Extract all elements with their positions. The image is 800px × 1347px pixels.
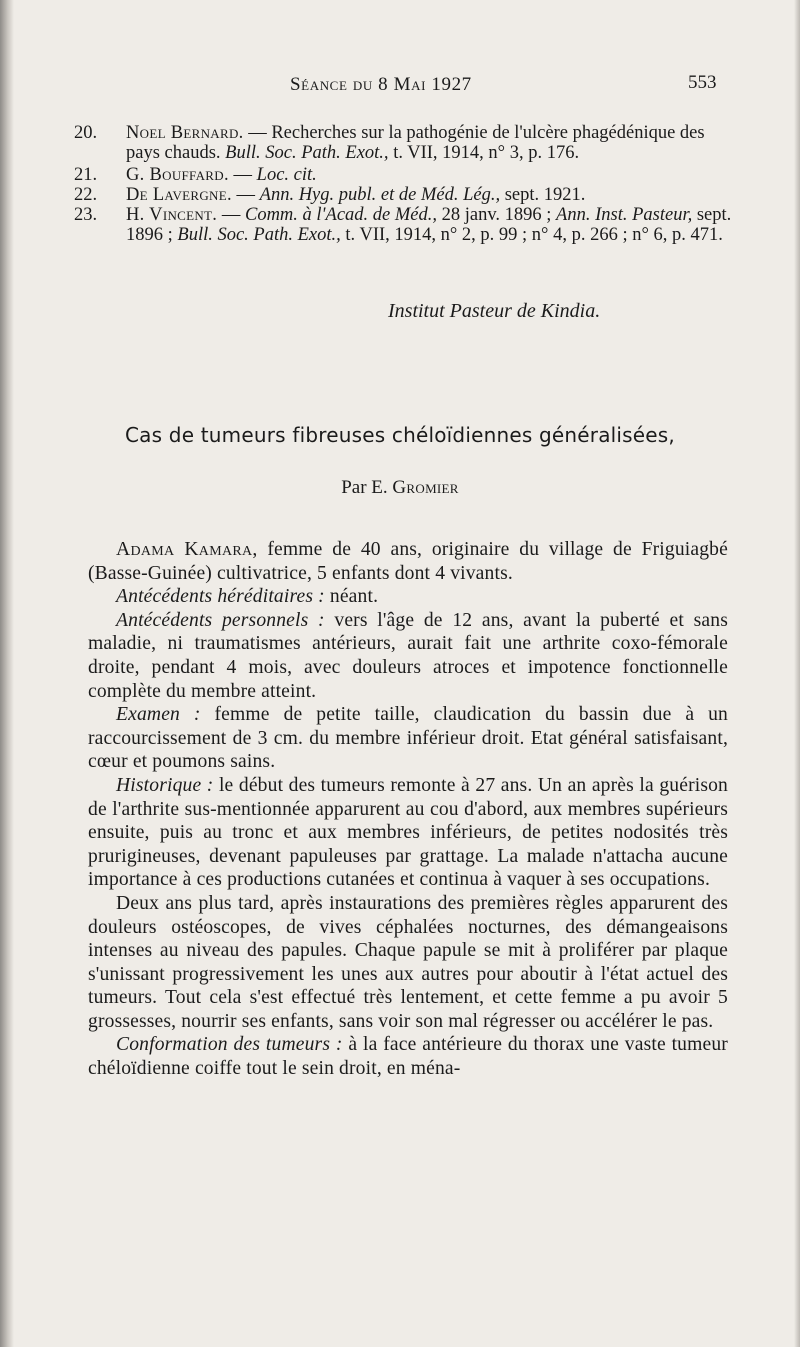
byline-author: Gromier <box>392 477 459 498</box>
page-edge-shadow <box>794 0 800 1347</box>
reference-author: G. Bouffard. <box>126 165 229 185</box>
reference-item <box>74 185 734 205</box>
reference-item <box>74 123 734 163</box>
reference-text: — Recherches sur la pathogénie de l'ulcère phagédénique des pays chauds. <box>126 123 705 163</box>
reference-author: De Lavergne. <box>126 185 232 205</box>
paragraph-text: femme de petite taille, claudication du bassin due à un raccourcissement de 3 cm. du membre inférieur droit. Etat général satisfaisant, cœur et poumons sains. <box>88 704 728 773</box>
reference-author: Noel Bernard. <box>126 123 244 143</box>
reference-text: — <box>217 205 245 225</box>
reference-item <box>74 165 734 185</box>
reference-journal: Bull. Soc. Path. Exot., <box>177 225 341 245</box>
reference-number: 21. <box>74 165 98 185</box>
reference-journal: Bull. Soc. Path. Exot., <box>225 143 389 163</box>
paragraph-lead: Antécédents personnels : <box>116 609 325 631</box>
reference-text: — <box>231 185 260 205</box>
paragraph <box>88 703 728 774</box>
reference-number: 22. <box>74 185 98 205</box>
reference-journal: Ann. Inst. Pasteur, <box>556 205 693 225</box>
paragraph <box>88 774 728 892</box>
paragraph-text: néant. <box>324 586 379 608</box>
reference-list <box>74 123 734 245</box>
byline-prefix: Par E. <box>341 477 393 498</box>
article-body <box>88 538 728 1081</box>
paragraph-lead: Examen : <box>116 704 201 726</box>
paragraph <box>88 538 728 585</box>
paragraph-lead: Conformation des tumeurs : <box>116 1034 343 1056</box>
paragraph <box>88 1033 728 1080</box>
reference-number: 20. <box>74 123 98 143</box>
running-head: Séance du 8 Mai 1927 <box>290 74 472 95</box>
paragraph <box>88 892 728 1034</box>
reference-author: H. Vincent. <box>126 205 218 225</box>
affiliation: Institut Pasteur de Kindia. <box>388 300 601 322</box>
reference-tail: sept. 1921. <box>500 185 586 205</box>
reference-number: 23. <box>74 205 98 225</box>
paragraph <box>88 585 728 609</box>
paragraph-lead: Historique : <box>116 774 214 796</box>
page-number: 553 <box>688 72 717 93</box>
reference-text: — <box>228 165 257 185</box>
reference-tail: t. VII, 1914, n° 3, p. 176. <box>388 143 580 163</box>
reference-tail: 28 janv. 1896 ; <box>437 205 557 225</box>
reference-journal: Ann. Hyg. publ. et de Méd. Lég., <box>259 185 501 205</box>
reference-journal: Loc. cit. <box>256 165 317 185</box>
paragraph-text: à la face antérieure du thorax une vaste tumeur chéloïdienne coiffe tout le sein droit, en ména- <box>88 1034 728 1080</box>
paragraph-lead: Adama Kamara, <box>116 539 258 560</box>
article-title: Cas de tumeurs fibreuses chéloïdiennes généralisées, <box>125 423 675 447</box>
reference-tail: sept. 1896 ; <box>126 205 732 245</box>
paragraph-text: femme de 40 ans, originaire du village de Friguiagbé (Basse-Guinée) cultivatrice, 5 enfants dont 4 vivants. <box>88 539 728 584</box>
reference-journal: Comm. à l'Acad. de Méd., <box>244 205 437 225</box>
paragraph-text: le début des tumeurs remonte à 27 ans. Un an après la guérison de l'arthrite sus-mentionnée apparurent au cou d'abord, aux membres supérieurs ensuite, puis au tronc et aux membres inférieurs, de petites nodosités très prurigineuses, devenant papuleuses par grattage. La malade n'attacha aucune importance à ces productions cutanées et continua à vaquer à ses occupations. <box>88 774 729 891</box>
paragraph <box>88 609 728 703</box>
paragraph-lead: Antécédents héréditaires : <box>116 586 325 608</box>
paragraph-text: vers l'âge de 12 ans, avant la puberté et sans maladie, ni traumatismes antérieurs, aurait fait une arthrite coxo-fémorale droite, pendant 4 mois, avec douleurs atroces et impotence fonctionnelle complète du membre atteint. <box>88 609 729 702</box>
byline <box>0 477 800 499</box>
reference-item <box>74 205 734 245</box>
paragraph-text: Deux ans plus tard, après instaurations des premières règles apparurent des douleurs ostéoscopes, de vives céphalées nocturnes, des démangeaisons intenses au niveau des papules. Chaque papule se mit à proliférer par plaque s'unissant progressivement les unes aux autres pour aboutir à l'état actuel des tumeurs. Tout cela s'est effectué très lentement, et cette femme a pu avoir 5 grossesses, nourrir ses enfants, sans voir son mal régresser ou accélérer le pas. <box>88 892 728 1032</box>
reference-tail: t. VII, 1914, n° 2, p. 99 ; n° 4, p. 266 ; n° 6, p. 471. <box>340 225 723 245</box>
page-gutter-shadow <box>0 0 14 1347</box>
